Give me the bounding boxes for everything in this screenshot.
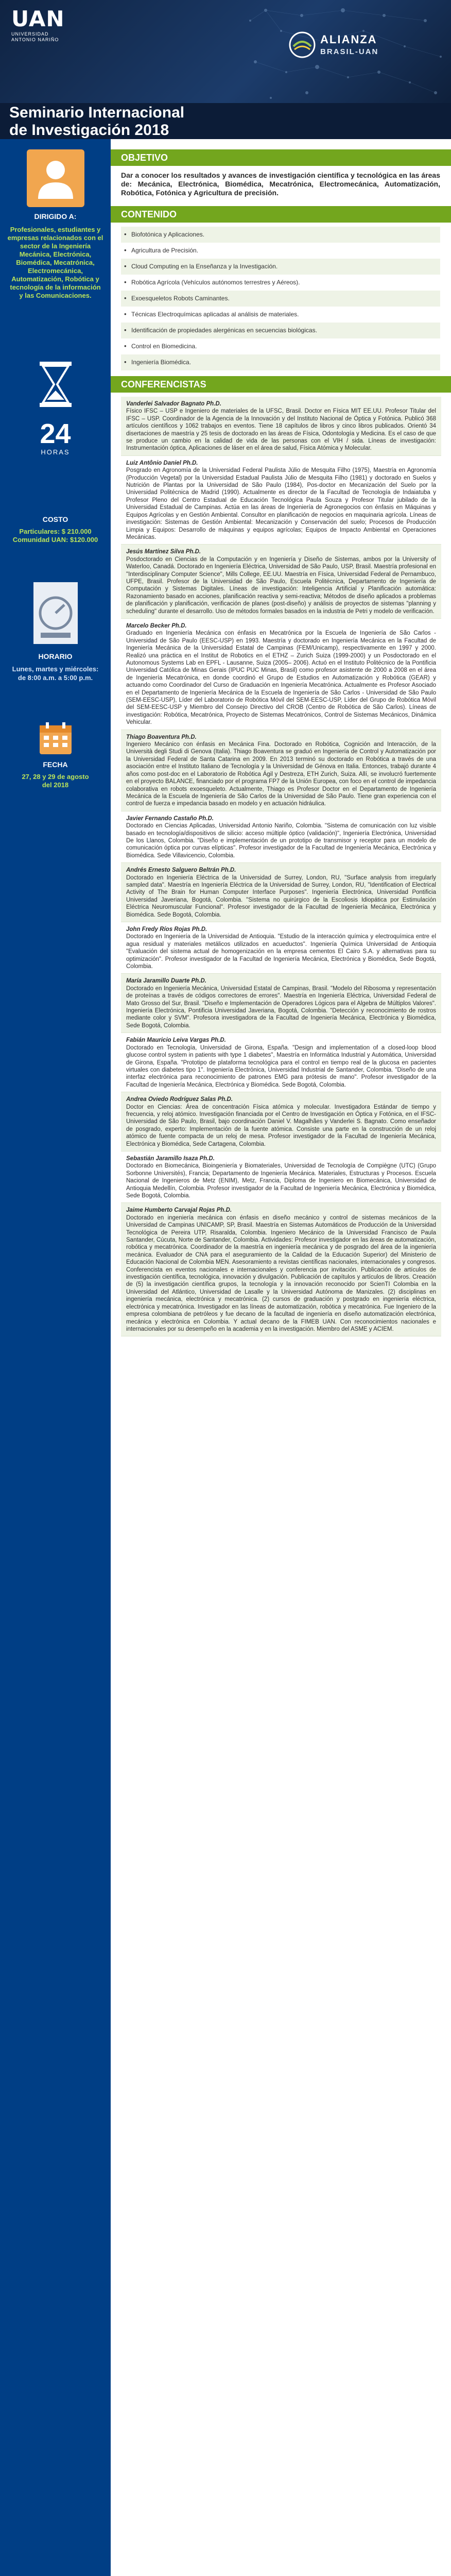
list-item: • Control en Biomedicina.: [121, 338, 440, 354]
speaker-name: Andrea Oviedo Rodríguez Salas Ph.D.: [126, 1096, 233, 1103]
list-item: • Identificación de propiedades alergénicas en secuencias biológicas.: [121, 323, 440, 338]
speaker-name: Fabián Mauricio Leiva Vargas Ph.D.: [126, 1037, 226, 1044]
hourglass-icon: [38, 361, 74, 408]
calendar-icon: [39, 721, 73, 755]
list-item: • Técnicas Electroquímicas aplicadas al análisis de materiales.: [121, 307, 440, 323]
hours-label: HORAS: [41, 448, 70, 456]
horario-line1: Lunes, martes y miércoles:: [12, 665, 99, 673]
speaker-bio: Graduado en Ingeniería Mecánica con énfasis en Mecatrónica por la Escuela de Ingeniería de São Carlos - Universidad de São Paulo (EESC-USP) en 1993. Maestría y doctorado en Ingeniería Mecánica en la Facultad de Ingeniería Mecánica de la Universidad Estatal de Campinas (FEM/Unicamp), respectivamente en 1997 y 2000. Realizó una práctica en el Institut de Robotics en el ETHZ – Zurich Suiza (1999-2000) y un Posdoctorado en el Autonomous Systems Lab en EPFL - Lausanne, Suiza (2005– 2006). Actuó en el Instituto Politécnico de la Pontificia Universidad Católica de Minas Gerais (IPUC PUC Minas, Brasil) como profesor asistente de 2000 a 2008 en el área de Ingeniería Mecatrónica, en donde coordinó el Grupo de Estudios en Automatización y Robótica (GEAR) y actuando como Coordinador del Curso de Graduación en Ingeniería Mecatrónica. Actualmente es Profesor Asociado en el Departamento de Ingeniería Mecánica de la Escuela de Ingeniería de São Carlos - Universidad de São Paulo (SEM-EESC-USP), Líder del Laboratorio de Robótica Móvil del SEM-EESC-USP, Líder del Grupo de Robótica Móvil del SEM-EESC-USP y Miembro del Consejo Directivo del CROB (Centro de Robótica de São Carlos). Líneas de investigación: Robótica, Mecatrónica, Proyecto de Sistemas Mecatrónicos, Control de Sistemas Mecánicos, Dinámica Vehicular.: [126, 630, 436, 726]
speaker-bio: Doctor en Ciencias: Área de concentración Física atómica y molecular. Investigadora Estándar de tiempo y frecuencia, y reloj atómico. Investigación financiada por el Centro de Investigación en Óptica y Fotónica, en el IFSC-Universidad de São Paulo, Brasil, bajo coordinación Daniel V. Magalhães y Vanderlei S. Bagnato. Como enseñador de posgrado, experto: Implementación de la fuente atómica. Consiste una parte en la construcción de un reloj atómico de fuente compacta de un reloj de mesa. Profesor investigador de la Facultad de Ingeniería Mecánica, Electrónica y Biomédica, Sede Cartagena, Colombia.: [126, 1104, 436, 1147]
speaker-bio: Doctorado en Tecnología, Universidad de Girona, España. "Design and implementation of a closed-loop blood glucose control system in patients with type 1 diabetes", Maestría en Informática Industrial y Automática, Universidad de Girona, España. "Prototipo de plataforma tecnológica para el control en tiempo real de la glucosa en pacientes virtuales con diabetes tipo 1". Ingeniería Electrónica, Universidad Industrial de Santander, Colombia. "Diseño de una interfaz electrónica para reconocimiento de patrones EMG para prótesis de mano". Profesor investigador de la Facultad de Ingeniería Mecánica, Electrónica y Biomédica. Sede Bogotá, Colombia.: [126, 1044, 436, 1088]
speaker-entry: [121, 397, 441, 456]
speaker-entry: [121, 730, 441, 811]
dirigido-block: [0, 149, 111, 300]
fecha-block: [0, 721, 111, 789]
speaker-name: Luiz Antônio Daniel Ph.D.: [126, 460, 198, 466]
conferencistas-heading: CONFERENCISTAS: [111, 376, 451, 393]
speaker-bio: Posdoctorado en Ciencias de la Computación y en Ingeniería y Diseño de Sistemas, ambos por la University of Waterloo, Canadá. Doctorado en Ingeniería Eléctrica, Universidad de São Paulo, USP, Brasil. Maestría profesional en "Interdisciplinary Computer Science", Mills College, EE.UU. Maestría en Física, Universidad Federal de Pernambuco, UFPE, Brasil. Profesor de la Universidad de São Paulo, Escuela Politécnica, Departamento de Ingeniería de Computación y Sistemas Digitales. Líneas de investigación: Inteligencia Artificial y Planificación automática: Razonamiento basado en acciones, planificación reactiva y semi-reactiva; Métodos de diseño aplicados a problemas de planificación y planificación, verificación de planes (post-diseño) y análisis de proyectos de sistemas "planning y scheduling" durante el desarrollo. Uso de métodos formales basados en la industria de Petri y modelo de verificación.: [126, 556, 436, 615]
speaker-entry: [121, 1092, 441, 1151]
alianza-globe-icon: [288, 31, 316, 59]
speaker-bio: Posgrado en Agronomía de la Universidad Federal Paulista Júlio de Mesquita Filho (1975), Maestría en Agronomía (Producción Vegetal) por la Universidad Estadual Paulista Júlio de Mesquita Filho (1981) y doctorado en Suelos y Nutrición de Plantas por la Universidad de São Paulo (1984), Pos-doctor en Mecanización del Suelo por la Universidad Politécnica de Madrid (1990). Actualmente es director de la Facultad de Tecnología de Indaiatuba y Profesor Pleno del Centro Estadual de Educación Tecnológica Paula Souza y Profesor Titular jubilado de la Universidad Estadual de Campinas. Actúa en las áreas de Ingeniería de Agronegocios con énfasis en Máquinas y Equipos Agrícolas y en Gestión Ambiental. Consultor en planificación de negocios en maquinaria agrícola. Líneas de investigación: Sistemas de Gestión Ambiental: Mecanización y Conservación del suelo; Procesos de Producción Limpia y Equipos: Desarrollo de máquinas y equipos agrícolas; Equipos de Impacto Ambiental en Operaciones Mecánicas.: [126, 467, 436, 540]
person-icon: [27, 149, 84, 207]
speaker-bio: Doctorado en Ingeniería Mecánica, Universidad Estatal de Campinas, Brasil. "Modelo del Ribosoma y representación de proteínas a través de códigos correctores de errores". Maestría en Ingeniería Eléctrica, Universidad Federal de Mato Grosso del Sur, Brasil. "Diseño e Implementación de Operadores Lógicos para el Algebra de Múltiplos Valores". Ingeniería Electrónica, Pontificia Universidad Javeriana, Bogotá, Colombia. "Detección y reconocimiento de rostros mediante color y SVM". Profesora investigadora de la Facultad de Ingeniería Mecánica, Electrónica y Biomédica, Sede Bogotá, Colombia.: [126, 985, 436, 1029]
conferencistas-list: [121, 397, 441, 1336]
speaker-entry: [121, 1151, 441, 1203]
speaker-entry: [121, 863, 441, 922]
speaker-name: Jesús Martínez Silva Ph.D.: [126, 549, 201, 555]
dirigido-label: DIRIGIDO A:: [34, 212, 77, 221]
dirigido-text: Profesionales, estudiantes y empresas relacionados con el sector de la Ingeniería Mecánica, Electrónica, Biomédica, Mecatrónica, Electromecánica, Automatización, Robótica y tecnología de la información y las Comunicaciones.: [7, 226, 103, 299]
fecha-line2: del 2018: [42, 781, 69, 789]
page-title: Seminario Internacional de Investigación 2018: [0, 103, 451, 139]
list-item: • Agricultura de Precisión.: [121, 243, 440, 259]
list-item: • Exoesqueletos Robots Caminantes.: [121, 291, 440, 307]
speaker-name: Javier Fernando Castaño Ph.D.: [126, 815, 214, 822]
speaker-name: Thiago Boaventura Ph.D.: [126, 734, 197, 740]
speaker-bio: Doctorado en Ingeniería Eléctrica de la Universidad de Surrey, London, RU, "Surface analysis from irregularly sampled data". Maestría en Ingeniería Eléctrica de la Universidad de Surrey, London, RU, "Identification of Electrical Activity of The Brain for Human Computer Interface Purposes". Ingeniería Electrónica, Universidad Pontificia Universidad Javeriana, Bogotá, Colombia. "Sistema no quirúrgico de la Escoliosis Idiopática por Estimulación Eléctrica Neuromuscular Funcional". Profesor investigador de la Facultad de Ingeniería Mecánica, Electrónica y Biomédica. Sede Bogotá, Colombia.: [126, 874, 436, 918]
list-item: • Robótica Agrícola (Vehículos autónomos terrestres y Aéreos).: [121, 275, 440, 291]
speaker-bio: Doctorado en ingeniería mecánica con énfasis en diseño mecánico y control de sistemas mecánicos de la Universidad de Campinas UNICAMP, SP, Brasil. Maestría en Sistemas Automáticos de Producción de la Universidad Tecnológica de Pereira UTP, Risaralda, Colombia. Ingeniero Mecánico de la Universidad Francisco de Paula Santander, Cúcuta, Norte de Santander, Colombia. Actividades: Profesor investigador en las áreas de automatización, robótica y mecatrónica. Coordinador de la maestría en ingeniería mecánica y de posgrado del área de la ingeniería mecánica. Evaluador de CNA para el aseguramiento de la Calidad de la Educación Superior) del Ministerio de Educación Nacional de Colombia MEN. Asesoramiento a revistas científicas nacionales, internacionales y congresos. Conferencista en eventos nacionales e internacionales y conferencia por invitación. Publicación de artículos de investigación científica, tecnológica, innovación y divulgación. Publicación de capítulos y artículos de libros. Creación de (5) la investigación científica grupos, la tecnología y la innovación reconocido por ScienTI Colombia en la Universidad del Atlántico, Universidad de Lasalle y la Universidad Autónoma de Manizales. (2) disciplinas en ingeniería mecánica, electrónica y mecatrónica. (2) cursos de graduación y postgrado en ingeniería eléctrica, electrónica y mecatrónica. Investigador en las líneas de automatización, robótica y mecatrónica. Fue Ingeniero de la empresa colombiana de petróleos y fue decano de la facultad de ingeniería en diseño automatización electrónica, mecánica y electrónica en Colombia. Y actual decano de la FIMEB UAN. Con reconocimientos nacionales e internacionales por su desempeño en la academia y en la investigación. Miembro del ASME y ACIEM.: [126, 1214, 436, 1332]
horario-label: HORARIO: [38, 652, 73, 660]
speaker-entry: [121, 619, 441, 730]
speaker-name: Vanderlei Salvador Bagnato Ph.D.: [126, 401, 221, 407]
costo-label: COSTO: [42, 515, 68, 523]
list-item: • Ingeniería Biomédica.: [121, 354, 440, 370]
horario-line2: de 8:00 a.m. a 5:00 p.m.: [18, 674, 93, 682]
speaker-entry: [121, 811, 441, 863]
contenido-list: [121, 227, 440, 370]
contenido-heading: CONTENIDO: [111, 206, 451, 223]
speaker-entry: [121, 1033, 441, 1092]
uan-logo: UAN UNIVERSIDAD ANTONIO NARIÑO: [11, 6, 65, 42]
speaker-entry: [121, 922, 441, 974]
fecha-line1: 27, 28 y 29 de agosto: [22, 773, 89, 781]
speaker-name: John Fredy Ríos Rojas Ph.D.: [126, 926, 207, 933]
costo-line1: Particulares: $ 210.000: [19, 528, 92, 535]
horario-block: [0, 582, 111, 682]
speaker-entry: [121, 1203, 441, 1336]
info-sidebar: [0, 139, 111, 2576]
list-item: • Biofotónica y Aplicaciones.: [121, 227, 440, 243]
hours-number: 24: [40, 418, 71, 449]
speaker-entry: [121, 974, 441, 1033]
fecha-label: FECHA: [43, 760, 68, 769]
speaker-name: Sebastián Jaramillo Isaza Ph.D.: [126, 1155, 215, 1162]
speaker-bio: Doctorado en Ciencias Aplicadas, Universidad Antonio Nariño, Colombia. "Sistema de comunicación con luz visible basado en tecnología/dispositivos de silicio: acceso múltiple óptico (validación)", Ingeniería Electrónica, Universidad De los Llanos, Colombia. "Diseño e implementación de un prototipo de transmisor y receptor para un modelo de comunicación óptica por curvas elípticas". Profesor investigador de la Facultad de Ingeniería Mecánica, Electrónica y Biomédica. Sede Villavicencio, Colombia.: [126, 823, 436, 859]
objetivo-text: Dar a conocer los resultados y avances de investigación científica y tecnológica en las áreas de: Mecánica, Electrónica, Biomédica, Mecatrónica, Electromecánica, Automatización, Robótica, Fotónica y Agricultura de precisión.: [121, 171, 440, 197]
duration-block: [0, 361, 111, 456]
speaker-bio: Doctorado en Biomecánica, Bioingeniería y Biomateriales, Universidad de Tecnología de Compiègne (UTC) (Grupo Sorbonne Universités), Francia; Departamento de Ingeniería Mecánica. Materiales, Estructuras y Procesos. Escuela Nacional de Ingenieros de Metz (ENIM), Metz, Francia, Diploma de Ingeniero en Biomecánica, Universidad de Antioquia Medellín, Colombia. Profesor investigador de la Facultad de Ingeniería Mecánica, Electrónica y Biomédica, Sede Bogotá, Colombia.: [126, 1163, 436, 1199]
speaker-bio: Ingeniero Mecánico con énfasis en Mecánica Fina. Doctorado en Robótica, Cognición and Interacción, de la Università degli Studi di Genova (Italia). Thiago Boaventura se graduó en Ingeniería de Control y Automatización por la Universidad Federal de Santa Catarina en 2009. En 2013 terminó su doctorado en Robótica a través de una asociación entre el Instituto Italiano de Tecnología y la Universidad de Génova en Italia. Entonces, trabajó durante 4 años como post-doc en el Laboratorio de Robótica Ágil y Destreza, ETH Zurich, Suiza. Allí, se involucró fuertemente en el proyecto BALANCE, financiado por el programa FP7 de la Unión Europea, con foco en el control de impedancia colaborativa en robots exoesqueleto. Actualmente, Thiago es Profesor Doctor en el Departamento de Ingeniería Mecánica de la Escuela de Ingeniería de São Carlos de la Universidad de São Paulo. Tiene gran experiencia con el control de fuerza e impedancia basado en modelo y en actuación hidráulica.: [126, 741, 436, 807]
costo-line2: Comunidad UAN: $120.000: [12, 536, 98, 544]
speaker-name: Marcelo Becker Ph.D.: [126, 622, 187, 629]
speaker-entry: [121, 545, 441, 619]
speaker-name: Andrés Ernesto Salguero Beltrán Ph.D.: [126, 867, 236, 874]
costo-block: [0, 515, 111, 544]
list-item: • Cloud Computing en la Enseñanza y la Investigación.: [121, 259, 440, 275]
speaker-name: Jaime Humberto Carvajal Rojas Ph.D.: [126, 1207, 232, 1214]
speaker-bio: Físico IFSC – USP e Ingeniero de materiales de la UFSC, Brasil. Doctor en Física MIT EE.UU. Profesor Titular del IFSC – USP. Coordinador de la Agencia de la Innovación y del Instituto Nacional de Óptica y Fotónica. Publicó 368 artículos científicos y 1062 trabajos en eventos. Tiene 18 capítulos de libros y cinco libros publicados. Orientó 34 disertaciones de maestría y 25 tesis de doctorado en las áreas de Física, Odontología y Medicina. Es el caso de que se produce un cambio en la calidad de vida de las personas con el VIH / sida. Líneas de investigación: Instrumentación óptica, Aplicaciones de láser en el área de salud, Física Atómica y Molecular.: [126, 408, 436, 452]
speaker-name: María Jaramillo Duarte Ph.D.: [126, 978, 206, 985]
objetivo-heading: OBJETIVO: [111, 149, 451, 166]
schedule-gauge-icon: [33, 582, 78, 644]
header-banner: UAN UNIVERSIDAD ANTONIO NARIÑO ALIANZA BRASIL-UAN Seminario Internacional de Investigación 2018: [0, 0, 451, 139]
speaker-entry: [121, 456, 441, 545]
speaker-bio: Doctorado en Ingeniería de la Universidad de Antioquia. "Estudio de la interacción química y electroquímica entre el agua residual y materiales metálicos utilizados en acueductos". Ingeniería Química Universidad de Antioquia "Evaluación del sistema actual de homogenización en la empresa cementos El Cairo S.A. y alternativas para su optimización". Profesor investigador de la Facultad de Ingeniería Mecánica, Electrónica y Biomédica, Sede Bogotá, Colombia.: [126, 934, 436, 970]
